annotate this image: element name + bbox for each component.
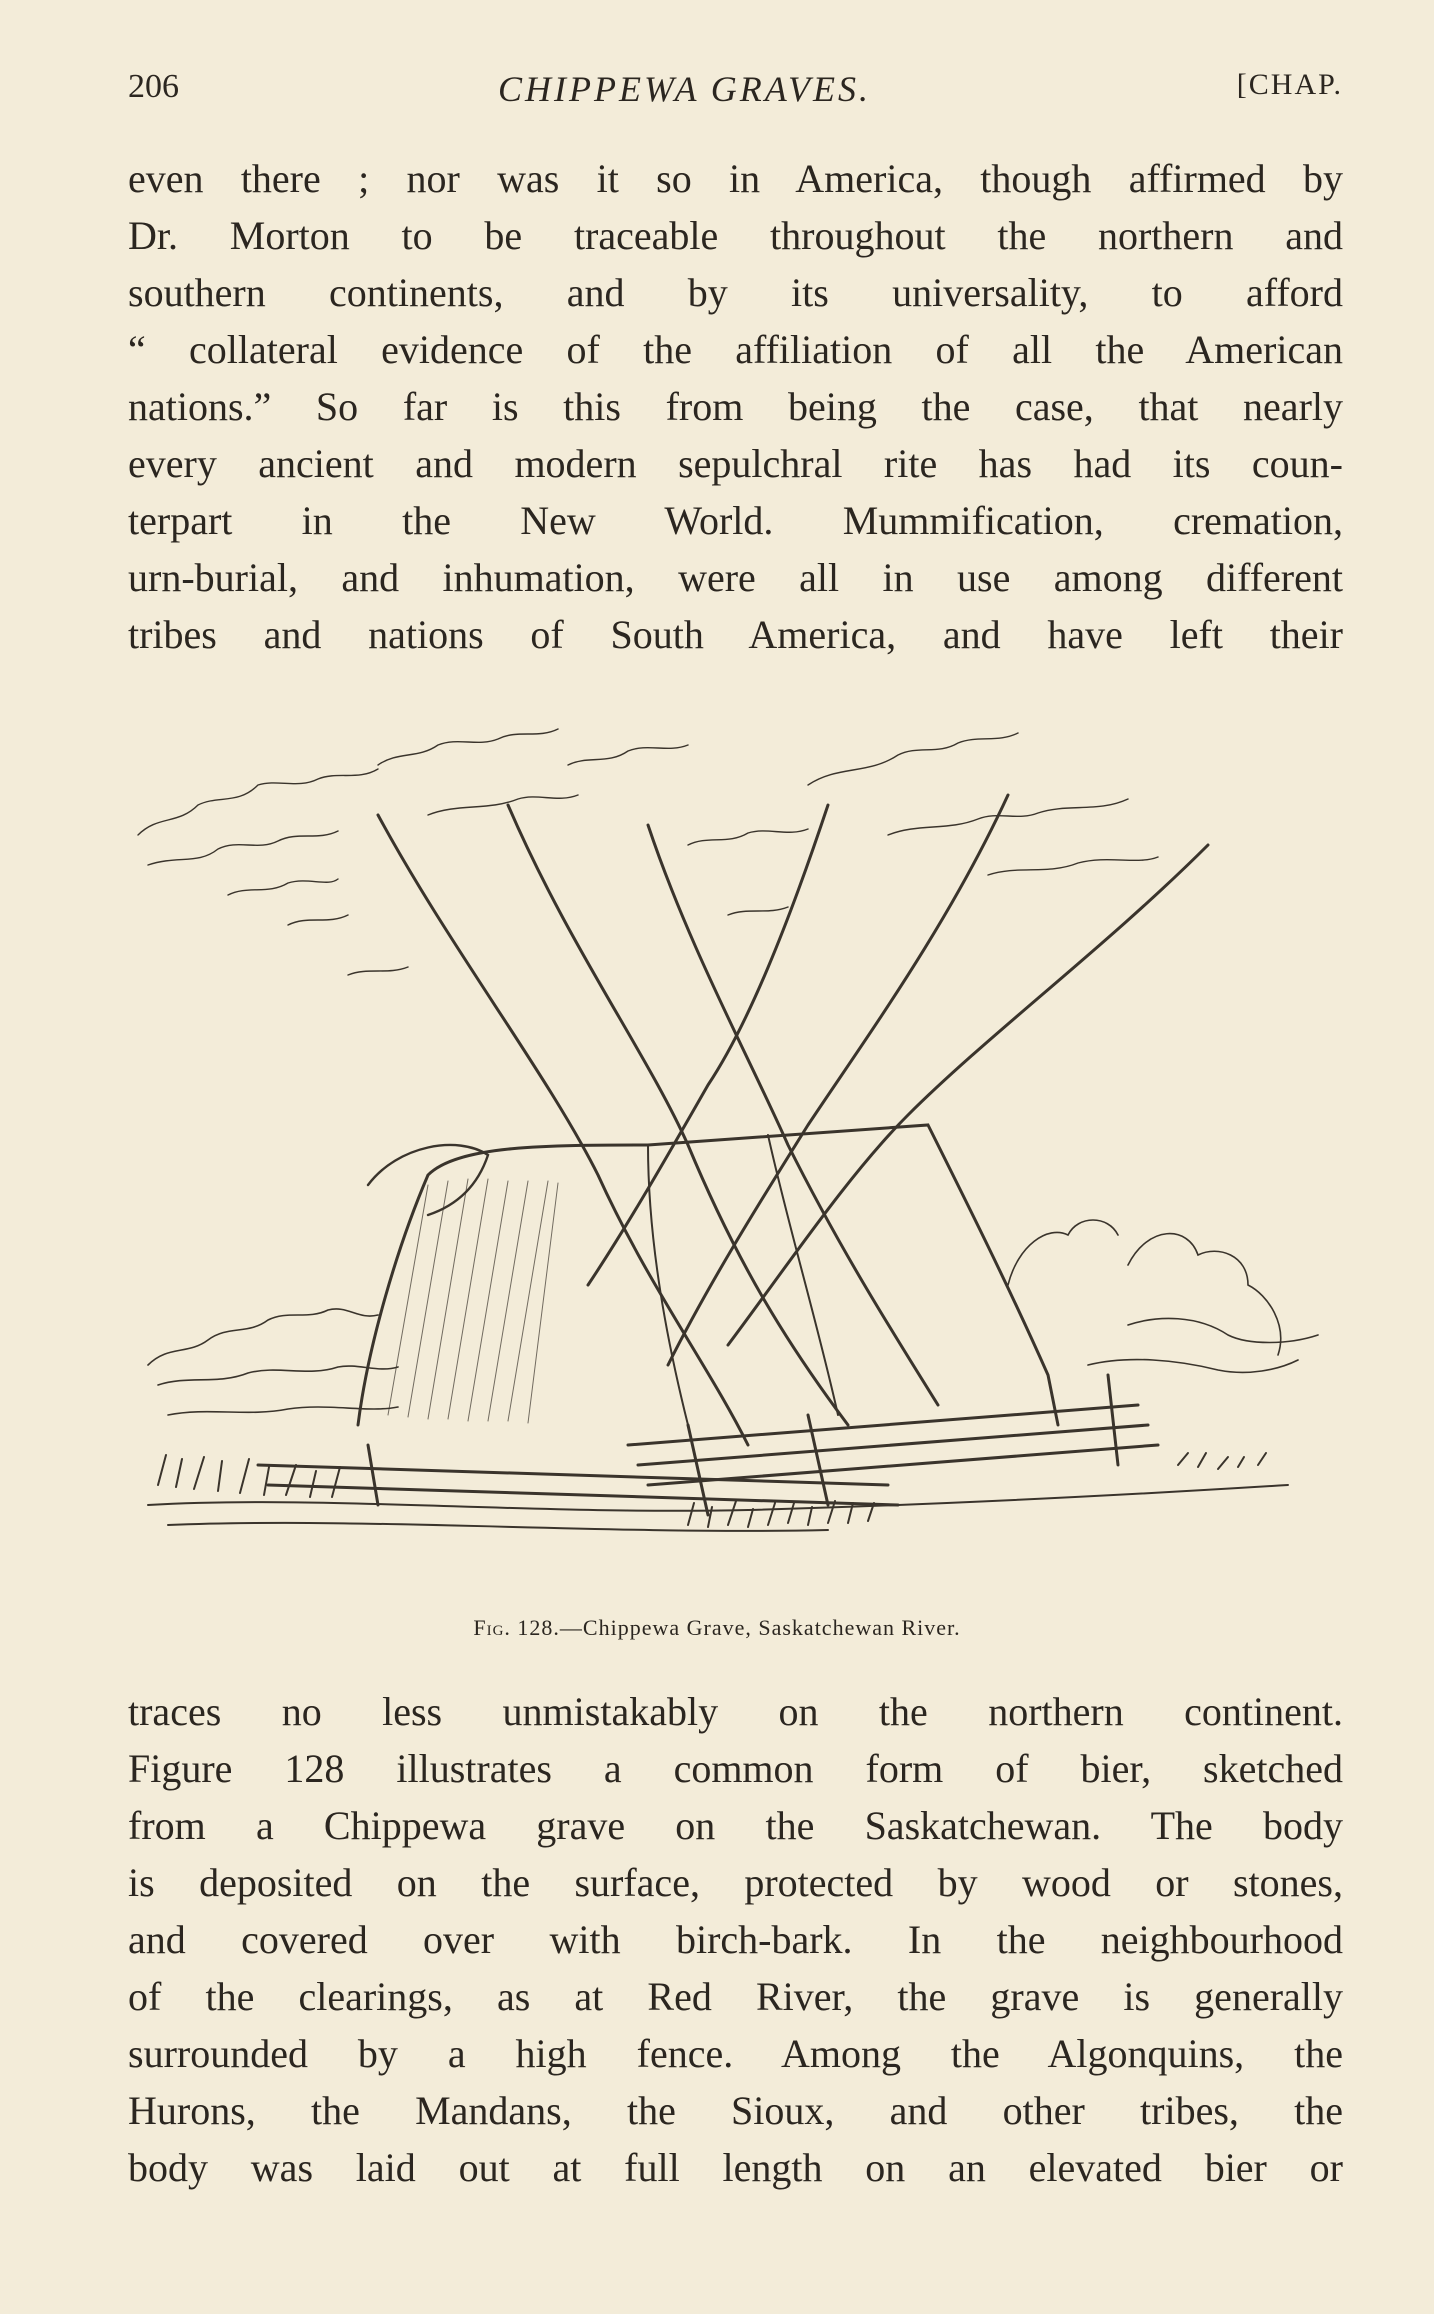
bark-covering — [358, 1125, 1058, 1425]
crossed-saplings — [378, 795, 1208, 1445]
log-frame — [258, 1375, 1158, 1515]
right-bush — [1008, 1220, 1318, 1372]
text-line: Hurons, the Mandans, the Sioux, and other tribes, the — [128, 2088, 1343, 2133]
paragraph-bottom — [128, 1683, 1343, 2196]
running-title: CHIPPEWA GRAVES. — [498, 69, 871, 109]
figure-caption — [0, 1615, 1434, 1641]
text-line: Figure 128 illustrates a common form of bier, sketched — [128, 1746, 1343, 1791]
chippewa-grave-illustration — [128, 725, 1368, 1585]
text-line: of the clearings, as at Red River, the grave is generally — [128, 1974, 1343, 2019]
foliage — [138, 729, 1158, 975]
text-line: southern continents, and by its universality, to afford — [128, 270, 1343, 315]
page-number: 206 — [128, 68, 179, 105]
chapter-mark: [CHAP. — [1236, 68, 1343, 101]
text-line: tribes and nations of South America, and have left their — [128, 612, 1343, 657]
text-line: nations.” So far is this from being the case, that nearly — [128, 384, 1343, 429]
text-line: traces no less unmistakably on the northern continent. — [128, 1689, 1343, 1734]
page-header — [128, 68, 1343, 118]
text-line: and covered over with birch-bark. In the neighbourhood — [128, 1917, 1343, 1962]
text-line: even there ; nor was it so in America, though affirmed by — [128, 156, 1343, 201]
figure-caption-text: —Chippewa Grave, Saskatchewan River. — [559, 1615, 961, 1640]
text-line: surrounded by a high fence. Among the Algonquins, the — [128, 2031, 1343, 2076]
text-line: terpart in the New World. Mummification, cremation, — [128, 498, 1343, 543]
text-line: from a Chippewa grave on the Saskatchewan. The body — [128, 1803, 1343, 1848]
figure-label: Fig. 128. — [473, 1615, 560, 1640]
text-line: is deposited on the surface, protected by wood or stones, — [128, 1860, 1343, 1905]
paragraph-top — [128, 150, 1343, 663]
text-line: every ancient and modern sepulchral rite has had its coun- — [128, 441, 1343, 486]
text-line: Dr. Morton to be traceable throughout the northern and — [128, 213, 1343, 258]
text-line: urn-burial, and inhumation, were all in use among different — [128, 555, 1343, 600]
text-line: body was laid out at full length on an elevated bier or — [128, 2145, 1343, 2190]
text-line: “ collateral evidence of the affiliation of all the American — [128, 327, 1343, 372]
